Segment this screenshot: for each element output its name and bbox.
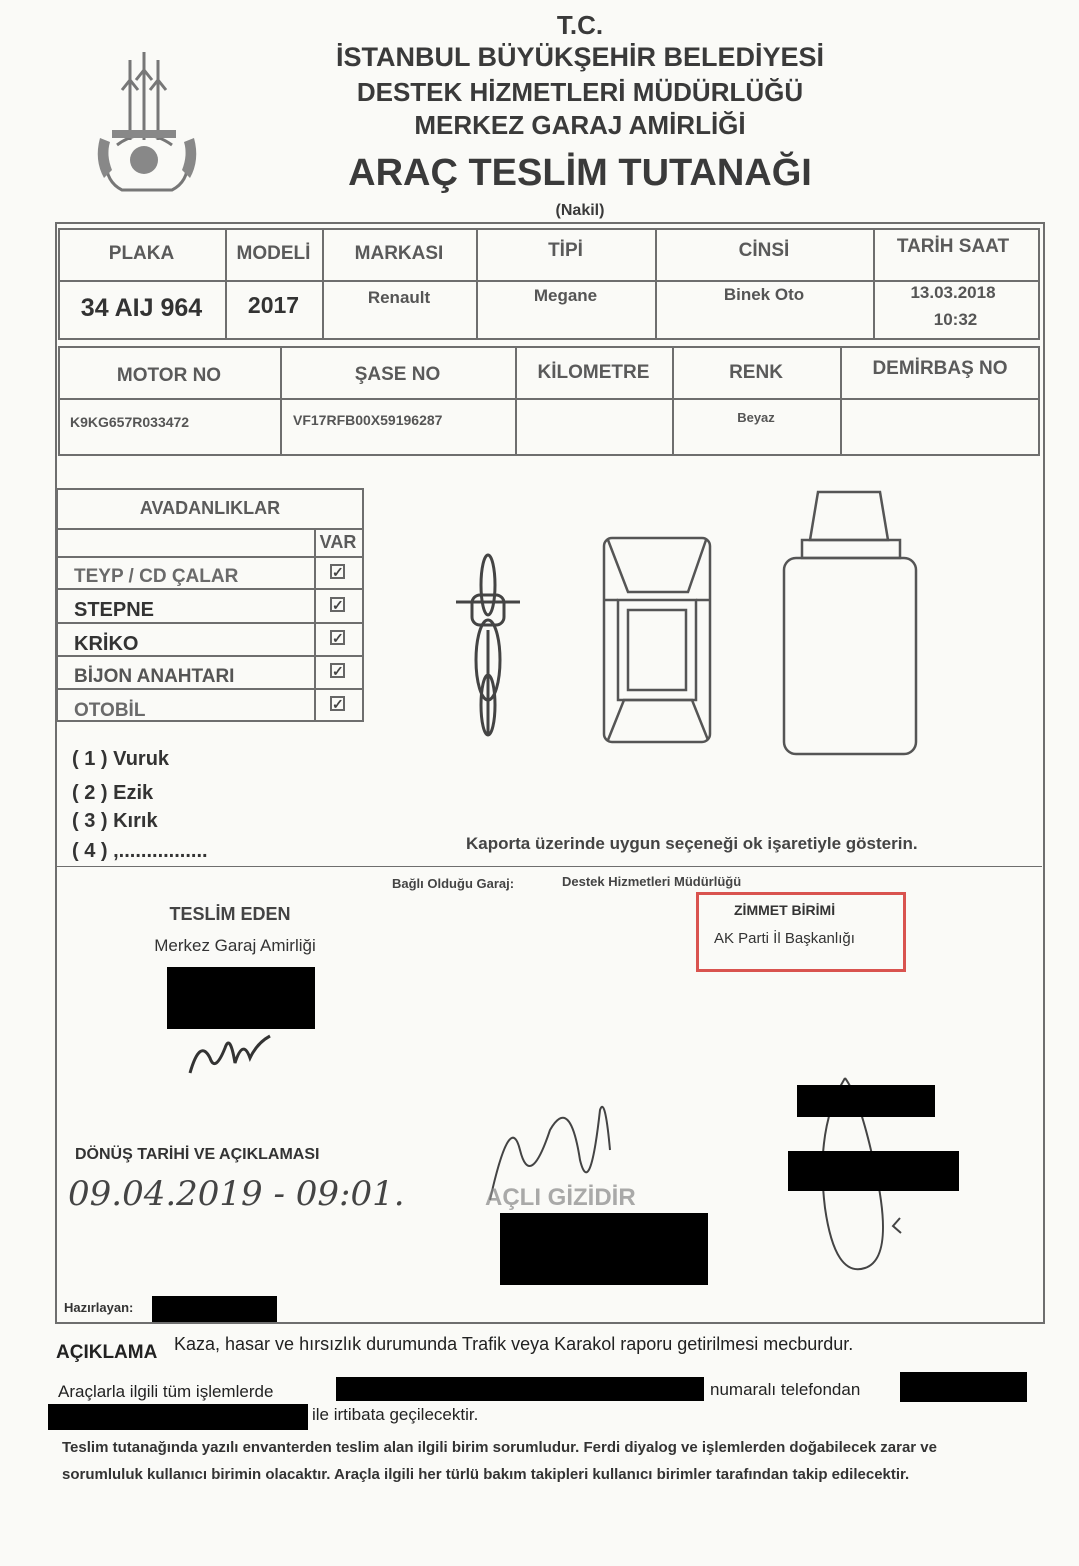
contact-text-3: ile irtibata geçilecektir.: [312, 1405, 479, 1424]
ibb-logo: [92, 50, 202, 200]
equipment-title: AVADANLIKLAR: [139, 498, 281, 518]
contact-text-2: numaralı telefondan: [710, 1380, 861, 1399]
equipment-item: OTOBİL: [74, 700, 146, 721]
motor-value: K9KG657R033472: [70, 414, 190, 430]
zimmet-value: AK Parti İl Başkanlığı: [714, 930, 855, 947]
checkbox-teyp[interactable]: ✓: [332, 564, 344, 580]
redacted-block: [797, 1085, 935, 1117]
redacted-block: [900, 1372, 1027, 1402]
teslim-eden-value: Merkez Garaj Amirliği: [154, 936, 316, 955]
model-value: 2017: [247, 292, 300, 318]
prepared-by-label: Hazırlayan:: [64, 1300, 134, 1315]
cins-value: Binek Oto: [723, 285, 805, 304]
legend-2: ( 2 ) Ezik: [72, 782, 154, 804]
tarih-value: 13.03.2018: [910, 283, 996, 302]
donus-title: DÖNÜŞ TARİHİ VE AÇIKLAMASI: [75, 1146, 320, 1163]
redacted-block: [152, 1296, 277, 1322]
aciklama-label: AÇIKLAMA: [56, 1342, 158, 1363]
col-tip: TİPİ: [548, 240, 583, 261]
checkbox-stepne[interactable]: ✓: [332, 597, 344, 613]
header-dept: DESTEK HİZMETLERİ MÜDÜRLÜĞÜ: [356, 77, 804, 107]
redacted-block: [500, 1213, 708, 1285]
legend-1: ( 1 ) Vuruk: [72, 748, 170, 770]
page-title: ARAÇ TESLİM TUTANAĞI: [348, 152, 812, 194]
legend-3: ( 3 ) Kırık: [72, 810, 158, 832]
col-sase: ŞASE NO: [354, 364, 441, 385]
plaka-value: 34 AIJ 964: [80, 294, 203, 322]
checkbox-kriko[interactable]: ✓: [332, 630, 344, 646]
garage-label: Bağlı Olduğu Garaj:: [392, 876, 515, 891]
header-garage: MERKEZ GARAJ AMİRLİĞİ: [414, 110, 746, 140]
zimmet-title: ZİMMET BİRİMİ: [734, 902, 836, 918]
saat-value: 10:32: [933, 310, 978, 329]
kaporta-note: Kaporta üzerinde uygun seçeneği ok işaretiyle gösterin.: [466, 834, 918, 853]
var-label: VAR: [319, 532, 357, 552]
col-motor: MOTOR NO: [116, 365, 222, 386]
legend-4: ( 4 ) ,................: [72, 840, 208, 862]
equipment-item: TEYP / CD ÇALAR: [74, 566, 239, 587]
donus-handwritten: 09.04.2019 - 09:01.: [68, 1174, 405, 1214]
redacted-block: [48, 1404, 308, 1430]
col-cins: CİNSİ: [738, 240, 790, 261]
equipment-item: STEPNE: [74, 599, 155, 621]
signature: [185, 1028, 285, 1078]
page-subtitle: (Nakil): [555, 202, 605, 219]
equipment-item: KRİKO: [74, 633, 139, 655]
equipment-item: BİJON ANAHTARI: [74, 666, 235, 687]
contact-text-1: Araçlarla ilgili tüm işlemlerde: [58, 1382, 274, 1401]
renk-value: Beyaz: [737, 410, 775, 425]
header-ibb: İSTANBUL BÜYÜKŞEHİR BELEDİYESİ: [335, 42, 825, 72]
col-renk: RENK: [729, 362, 783, 383]
col-model: MODELİ: [236, 243, 311, 264]
garage-value: Destek Hizmetleri Müdürlüğü: [562, 874, 742, 889]
car-top-diagram: [598, 530, 718, 750]
header-tc: T.C.: [556, 10, 604, 40]
redacted-block: [167, 967, 315, 1029]
tip-value: Megane: [533, 286, 598, 305]
col-plaka: PLAKA: [108, 243, 175, 264]
col-demirbas: DEMİRBAŞ NO: [872, 358, 1008, 379]
redacted-block: [336, 1377, 704, 1401]
checkbox-otobil[interactable]: ✓: [332, 696, 344, 712]
motorcycle-diagram: [448, 550, 528, 740]
footer-note: Teslim tutanağında yazılı envanterden teslim alan ilgili birim sorumludur. Ferdi diyalog ve işlemlerden doğabilecek zarar ve sorumluluk kullanıcı birimin olacaktır. Araçla ilgili her türlü bakım takipleri kullanıcı birimler tarafından takip edilecektir.: [62, 1439, 937, 1483]
sase-value: VF17RFB00X59196287: [293, 412, 443, 428]
stamp-text: AÇLI GİZİDİR: [485, 1184, 636, 1211]
col-marka: MARKASI: [354, 243, 444, 264]
col-km: KİLOMETRE: [537, 362, 650, 383]
redacted-block: [788, 1151, 959, 1191]
marka-value: Renault: [367, 288, 431, 307]
col-tarih: TARİH SAAT: [896, 236, 1010, 257]
teslim-eden-title: TESLİM EDEN: [169, 904, 291, 924]
aciklama-text: Kaza, hasar ve hırsızlık durumunda Trafik veya Karakol raporu getirilmesi mecburdur.: [174, 1334, 854, 1354]
checkbox-bijon[interactable]: ✓: [332, 663, 344, 679]
car-front-diagram: [780, 488, 920, 758]
